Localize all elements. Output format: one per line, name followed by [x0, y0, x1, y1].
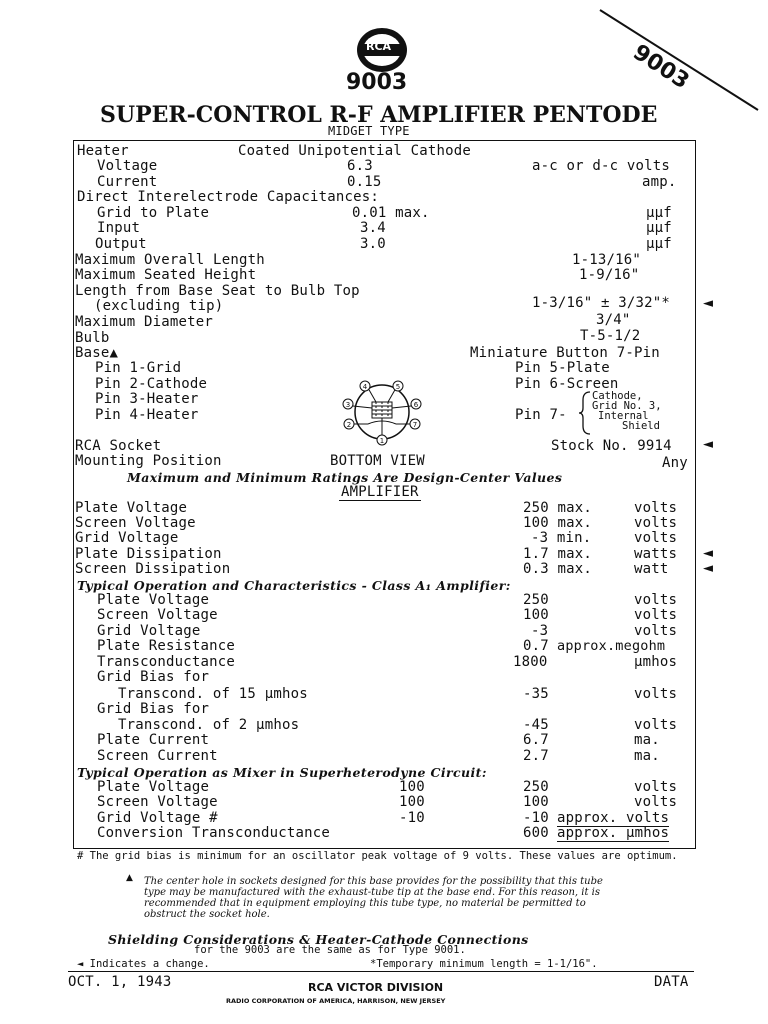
- typ-unit: volts: [634, 686, 678, 702]
- footer-company: RADIO CORPORATION OF AMERICA, HARRISON, NEW JERSEY: [226, 997, 446, 1005]
- mix-value-2: -10: [523, 810, 549, 826]
- typ-label: Screen Voltage: [97, 607, 218, 623]
- pin7-desc-1: Cathode,: [592, 390, 643, 402]
- typ-value: 250: [523, 592, 549, 608]
- footer-data-label: DATA: [654, 974, 689, 990]
- typ-value: -35: [523, 686, 549, 702]
- spec-heater-label: Heater: [77, 143, 129, 159]
- change-arrow-screen-dissipation: ◄: [703, 561, 713, 576]
- shielding-heading: Shielding Considerations & Heater-Cathode Connections: [108, 932, 529, 947]
- pin7-desc-3: Internal: [598, 410, 649, 422]
- typ-label: Grid Bias for: [97, 701, 210, 717]
- mix-label: Plate Voltage: [97, 779, 210, 795]
- mix-unit: volts: [634, 779, 678, 795]
- spec-input-unit: μμf: [646, 220, 672, 236]
- rating-label: Screen Voltage: [75, 515, 196, 531]
- mix-value-1: -10: [399, 810, 425, 826]
- spec-excluding-tip: (excluding tip): [94, 298, 224, 314]
- amplifier-heading: AMPLIFIER: [341, 484, 419, 500]
- rating-unit: watt: [634, 561, 669, 577]
- spec-output-unit: μμf: [646, 236, 672, 252]
- spec-grid-plate-unit: μμf: [646, 205, 672, 221]
- ratings-note: Maximum and Minimum Ratings Are Design-Center Values: [127, 470, 563, 485]
- change-note: ◄ Indicates a change.: [77, 958, 210, 970]
- diagram-pin-3: 3: [345, 401, 351, 409]
- triangle-note: The center hole in sockets designed for this base provides for the possibility that this tube type may be manufactured with the exhaust-tube tip at the base end. For this reason, it is recommended that in equipment employing this tube type, no material be permitted to obstruct the socket hole.: [144, 876, 603, 920]
- diagram-pin-5: 5: [395, 383, 401, 391]
- typ-unit: volts: [634, 717, 678, 733]
- pin-2: Pin 2-Cathode: [95, 376, 208, 392]
- mix-value-2: 600: [523, 825, 549, 841]
- rating-label: Plate Dissipation: [75, 546, 222, 562]
- spec-socket-value: Stock No. 9914: [551, 438, 672, 454]
- typ-value: -3: [531, 623, 549, 639]
- rating-unit: volts: [634, 515, 678, 531]
- rating-unit: watts: [634, 546, 678, 562]
- mix-value-1: 100: [399, 794, 425, 810]
- rating-value: 250 max.: [523, 500, 593, 516]
- page-subtitle: MIDGET TYPE: [328, 124, 410, 138]
- typ-label: Transconductance: [97, 654, 236, 670]
- spec-base-value: Miniature Button 7-Pin: [470, 345, 660, 361]
- typ-unit: volts: [634, 607, 678, 623]
- typ-label: Grid Bias for: [97, 669, 210, 685]
- pin-1: Pin 1-Grid: [95, 360, 182, 376]
- typ-label: Transcond. of 2 μmhos: [118, 717, 300, 733]
- corner-type-number: 9003: [628, 40, 694, 95]
- typ-unit: approx.megohm: [557, 638, 666, 654]
- spec-seated-height-label: Maximum Seated Height: [75, 267, 257, 283]
- pin-6: Pin 6-Screen: [515, 376, 619, 392]
- spec-max-diameter-value: 3/4": [596, 312, 631, 328]
- typical-amp-heading: Typical Operation and Characteristics - Class A₁ Amplifier:: [77, 578, 511, 593]
- typ-unit: volts: [634, 592, 678, 608]
- spec-base-label: Base▲: [75, 345, 119, 361]
- rating-value: 1.7 max.: [523, 546, 593, 562]
- rating-value: -3 min.: [531, 530, 592, 546]
- diagram-pin-1: 1: [379, 437, 385, 445]
- temp-note: *Temporary minimum length = 1-1/16".: [370, 958, 598, 970]
- typ-label: Grid Voltage: [97, 623, 201, 639]
- pin7-desc-2: Grid No. 3,: [592, 400, 662, 412]
- mix-value-2: 250: [523, 779, 549, 795]
- spec-mounting-label: Mounting Position: [75, 453, 222, 469]
- spec-bulb-value: T-5-1/2: [580, 328, 641, 344]
- pin-7: Pin 7-: [515, 407, 567, 423]
- mix-label: Grid Voltage #: [97, 810, 218, 826]
- spec-cathode-type: Coated Unipotential Cathode: [238, 143, 471, 159]
- spec-grid-plate-value: 0.01 max.: [352, 205, 430, 221]
- typ-label: Plate Resistance: [97, 638, 236, 654]
- spec-grid-plate-label: Grid to Plate: [97, 205, 210, 221]
- spec-capacitances-label: Direct Interelectrode Capacitances:: [77, 189, 380, 205]
- typ-label: Plate Voltage: [97, 592, 210, 608]
- rating-label: Grid Voltage: [75, 530, 179, 546]
- pin-3: Pin 3-Heater: [95, 391, 199, 407]
- mix-value-2: 100: [523, 794, 549, 810]
- spec-max-length-label: Maximum Overall Length: [75, 252, 265, 268]
- pin7-desc-4: Shield: [622, 420, 660, 432]
- pin-5: Pin 5-Plate: [515, 360, 610, 376]
- rating-value: 0.3 max.: [523, 561, 593, 577]
- spec-output-label: Output: [95, 236, 147, 252]
- change-arrow-socket: ◄: [703, 437, 713, 452]
- spec-bulb-top-value: 1-3/16" ± 3/32"*: [532, 295, 671, 311]
- base-pin-diagram: [334, 378, 430, 450]
- rating-label: Screen Dissipation: [75, 561, 231, 577]
- spec-bulb-label: Bulb: [75, 330, 110, 346]
- mix-value-1: 100: [399, 779, 425, 795]
- typical-mixer-heading: Typical Operation as Mixer in Superheterodyne Circuit:: [77, 765, 487, 780]
- rating-value: 100 max.: [523, 515, 593, 531]
- change-arrow-plate-dissipation: ◄: [703, 546, 713, 561]
- spec-max-diameter-label: Maximum Diameter: [75, 314, 214, 330]
- typ-label: Transcond. of 15 μmhos: [118, 686, 308, 702]
- bottom-view-label: BOTTOM VIEW: [330, 453, 425, 469]
- spec-current-value: 0.15: [347, 174, 382, 190]
- change-arrow-bulb-top: ◄: [703, 296, 713, 311]
- spec-current-unit: amp.: [642, 174, 677, 190]
- diagram-pin-2: 2: [346, 421, 352, 429]
- spec-input-label: Input: [97, 220, 141, 236]
- spec-input-value: 3.4: [360, 220, 386, 236]
- mix-unit: approx. μmhos: [557, 825, 670, 841]
- typ-unit: ma.: [634, 748, 660, 764]
- typ-value: -45: [523, 717, 549, 733]
- hash-note: # The grid bias is minimum for an oscillator peak voltage of 9 volts. These values are optimum.: [77, 850, 678, 862]
- footer-division: RCA VICTOR DIVISION: [308, 981, 444, 994]
- spec-current-label: Current: [97, 174, 158, 190]
- typ-value: 0.7: [523, 638, 549, 654]
- footer-date: OCT. 1, 1943: [68, 974, 172, 990]
- rating-label: Plate Voltage: [75, 500, 188, 516]
- spec-socket-label: RCA Socket: [75, 438, 162, 454]
- footer-rule: [68, 971, 694, 972]
- rating-unit: volts: [634, 500, 678, 516]
- mix-label: Conversion Transconductance: [97, 825, 330, 841]
- typ-label: Plate Current: [97, 732, 210, 748]
- typ-unit: ma.: [634, 732, 660, 748]
- typ-unit: μmhos: [634, 654, 678, 670]
- spec-max-length-value: 1-13/16": [572, 252, 642, 268]
- spec-voltage-unit: a-c or d-c volts: [532, 158, 671, 174]
- typ-value: 1800: [513, 654, 548, 670]
- typ-value: 6.7: [523, 732, 549, 748]
- logo-text: RCA: [366, 40, 392, 53]
- type-number: 9003: [346, 70, 408, 95]
- typ-unit: volts: [634, 623, 678, 639]
- mix-unit: approx. volts: [557, 810, 670, 826]
- rating-unit: volts: [634, 530, 678, 546]
- typ-value: 2.7: [523, 748, 549, 764]
- shielding-text: for the 9003 are the same as for Type 9001.: [194, 944, 466, 956]
- spec-seated-height-value: 1-9/16": [579, 267, 640, 283]
- diagram-pin-7: 7: [412, 421, 418, 429]
- spec-output-value: 3.0: [360, 236, 386, 252]
- page-title: SUPER-CONTROL R-F AMPLIFIER PENTODE: [100, 102, 658, 128]
- typ-value: 100: [523, 607, 549, 623]
- pin-4: Pin 4-Heater: [95, 407, 199, 423]
- spec-bulb-top-label: Length from Base Seat to Bulb Top: [75, 283, 360, 299]
- spec-voltage-label: Voltage: [97, 158, 158, 174]
- mix-unit: volts: [634, 794, 678, 810]
- triangle-icon: ▲: [126, 873, 133, 883]
- diagram-pin-6: 6: [413, 401, 419, 409]
- pin7-brace: [578, 390, 592, 436]
- diagram-pin-4: 4: [362, 383, 368, 391]
- mix-label: Screen Voltage: [97, 794, 218, 810]
- typ-label: Screen Current: [97, 748, 218, 764]
- spec-mounting-value: Any: [662, 455, 688, 471]
- spec-voltage-value: 6.3: [347, 158, 373, 174]
